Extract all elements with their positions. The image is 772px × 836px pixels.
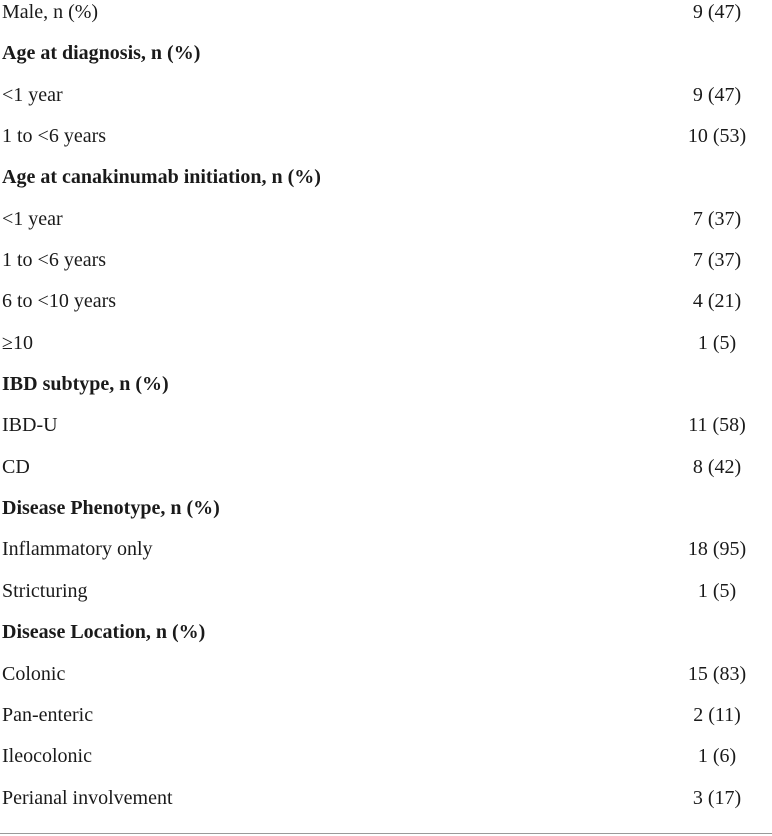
section-header-row (0, 372, 772, 413)
row-value: 9 (47) (692, 83, 742, 106)
table-row (0, 331, 772, 372)
table-bottom-rule (0, 833, 772, 834)
row-label: <1 year (2, 83, 63, 106)
row-label: Inflammatory only (2, 538, 153, 561)
table-row (0, 455, 772, 496)
section-header-label: Disease Phenotype, n (%) (2, 497, 220, 520)
row-value: 11 (58) (688, 414, 746, 437)
row-value: 8 (42) (692, 455, 742, 478)
section-header-label: Age at diagnosis, n (%) (2, 42, 201, 65)
row-value: 1 (5) (697, 579, 737, 602)
row-label: Colonic (2, 662, 66, 685)
row-label: 1 to <6 years (2, 249, 107, 272)
row-value: 7 (37) (692, 207, 742, 230)
row-value: 18 (95) (687, 538, 747, 561)
table-row (0, 413, 772, 454)
row-value: 2 (11) (693, 703, 741, 726)
row-value: 7 (37) (692, 249, 742, 272)
row-label: Ileocolonic (2, 745, 92, 768)
row-label: Pan-enteric (2, 703, 94, 726)
table-row (0, 248, 772, 289)
row-label: Stricturing (2, 579, 88, 602)
section-header-row (0, 620, 772, 661)
table-row (0, 703, 772, 744)
section-header-label: IBD subtype, n (%) (2, 373, 169, 396)
row-value: 4 (21) (692, 290, 742, 313)
row-label: CD (2, 455, 30, 478)
table-row (0, 537, 772, 578)
table-row (0, 579, 772, 620)
table-row (0, 83, 772, 124)
table-row (0, 0, 772, 41)
row-label: <1 year (2, 207, 63, 230)
row-value: 3 (17) (692, 786, 742, 809)
table-row (0, 289, 772, 330)
table-row (0, 124, 772, 165)
section-header-row (0, 165, 772, 206)
table-row (0, 786, 772, 827)
section-header-row (0, 41, 772, 82)
row-value: 9 (47) (692, 1, 742, 23)
row-label: 6 to <10 years (2, 290, 117, 313)
row-value: 1 (6) (697, 745, 737, 768)
row-value: 1 (5) (697, 331, 737, 354)
row-label: Perianal involvement (2, 786, 173, 809)
row-label: Male, n (%) (2, 1, 99, 23)
row-label: ≥10 (2, 331, 33, 354)
row-value: 10 (53) (687, 125, 747, 148)
row-label: IBD-U (2, 414, 58, 437)
row-label: 1 to <6 years (2, 125, 107, 148)
row-value: 15 (83) (687, 662, 747, 685)
section-header-label: Disease Location, n (%) (2, 621, 206, 644)
table-row (0, 662, 772, 703)
table-row (0, 207, 772, 248)
section-header-row (0, 496, 772, 537)
table-row (0, 744, 772, 785)
section-header-label: Age at canakinumab initiation, n (%) (2, 166, 321, 189)
